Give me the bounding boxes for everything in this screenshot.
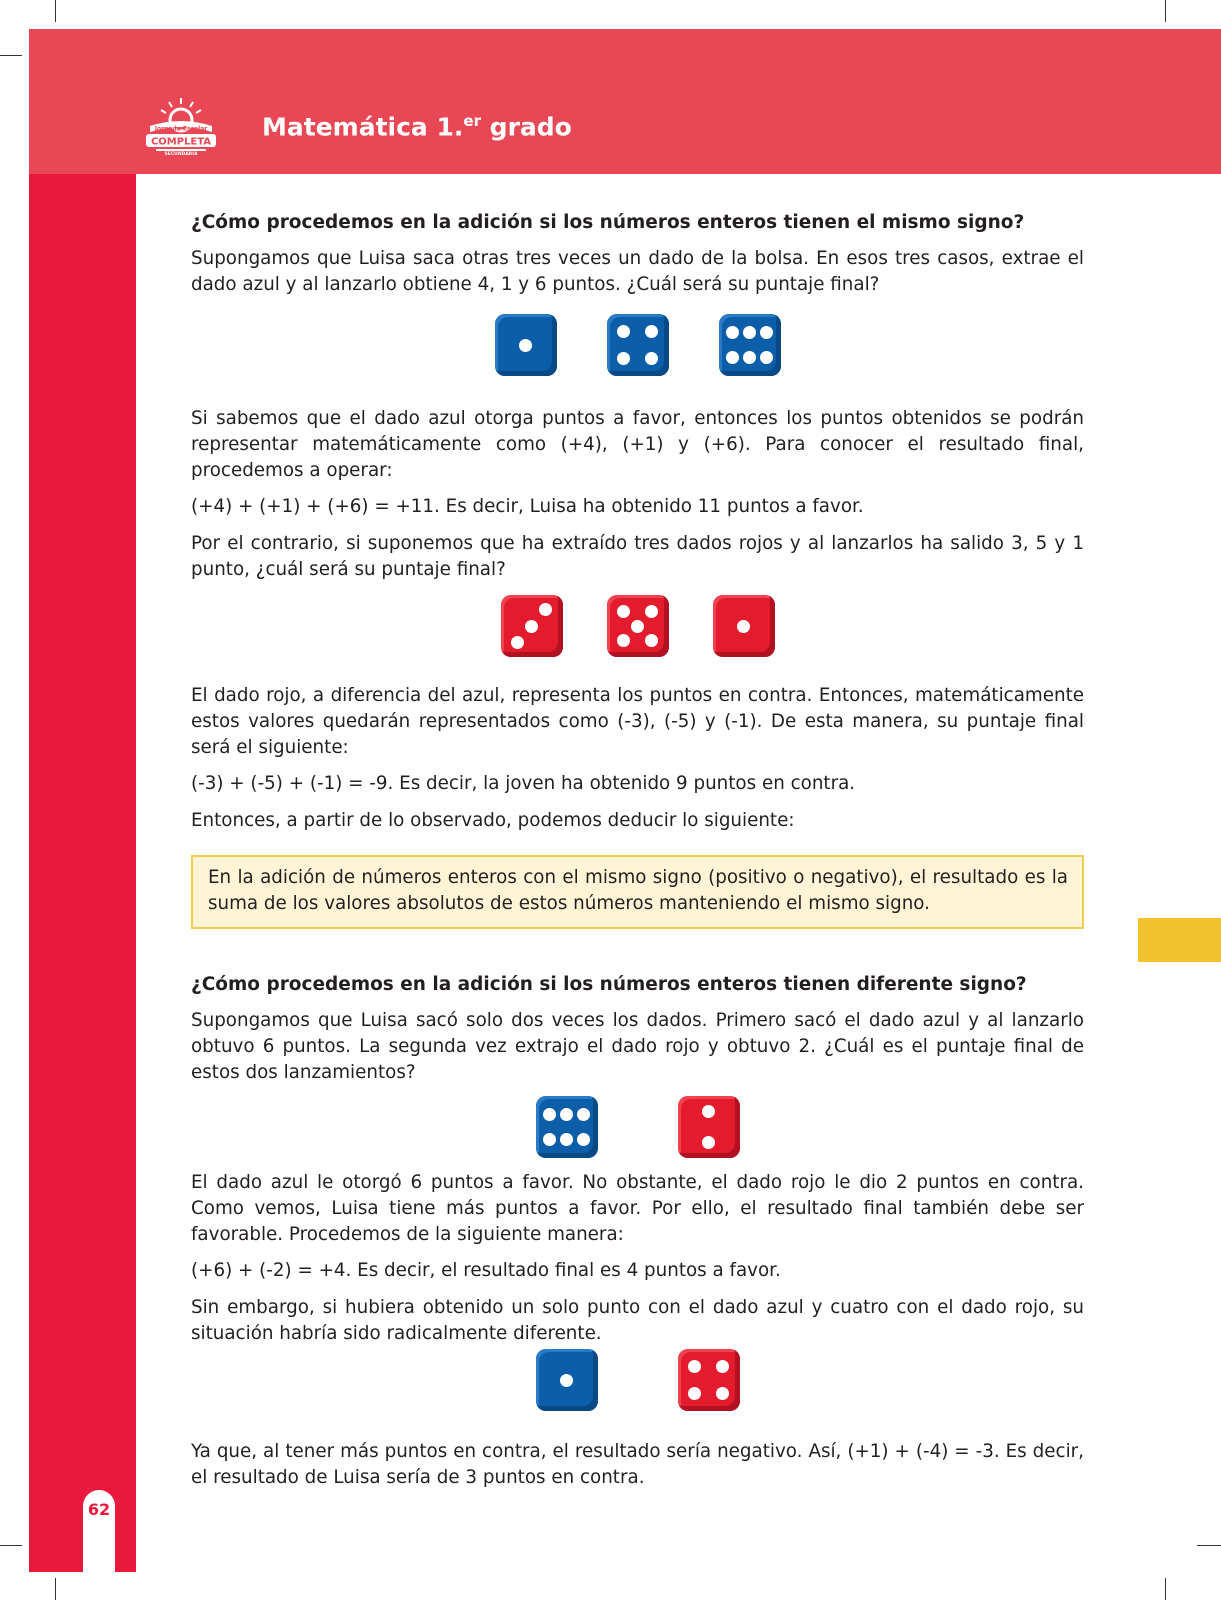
section2-heading: ¿Cómo procedemos en la adición si los números enteros tienen diferente signo? xyxy=(191,974,1027,995)
paragraph: Entonces, a partir de lo observado, podemos deducir lo siguiente: xyxy=(191,810,795,831)
crop-mark xyxy=(1165,0,1166,22)
die-pip xyxy=(560,1374,573,1387)
die-pip xyxy=(631,620,644,633)
paragraph: Ya que, al tener más puntos en contra, el resultado sería negativo. Así, (+1) + (-4) = -3. Es decir, el resultado de Luisa sería de 3 puntos en contra. xyxy=(191,1441,1084,1488)
die-pip xyxy=(726,351,739,364)
rule-note-text: En la adición de números enteros con el mismo signo (positivo o negativo), el resultado es la suma de los valores absolutos de estos números manteniendo el mismo signo. xyxy=(208,867,1068,914)
title-superscript: er xyxy=(463,112,481,130)
crop-mark xyxy=(55,1578,56,1600)
die-pip xyxy=(645,325,658,338)
die-pip xyxy=(560,1133,573,1146)
crop-mark xyxy=(1165,1578,1166,1600)
red-die-4 xyxy=(678,1349,740,1411)
die-pip xyxy=(617,325,630,338)
dice-row-2 xyxy=(191,595,1084,657)
section1-heading: ¿Cómo procedemos en la adición si los números enteros tienen el mismo signo? xyxy=(191,212,1025,233)
crop-mark xyxy=(55,0,56,22)
page-title xyxy=(262,112,572,141)
red-die-5 xyxy=(607,595,669,657)
die-pip xyxy=(577,1108,590,1121)
logo-text-main: COMPLETA xyxy=(150,136,212,148)
die-pip xyxy=(702,1105,715,1118)
die-pip xyxy=(519,339,532,352)
rule-note-box xyxy=(191,855,1084,929)
paragraph: El dado rojo, a diferencia del azul, representa los puntos en contra. Entonces, matemáticamente estos valores quedarán representados como (-3), (-5) y (-1). De esta manera, su puntaje final será el siguiente: xyxy=(191,685,1084,758)
main-content xyxy=(191,210,1084,1491)
die-pip xyxy=(543,1108,556,1121)
crop-mark xyxy=(1197,1545,1221,1546)
dice-row-3 xyxy=(191,1096,1084,1158)
die-pip xyxy=(645,605,658,618)
die-pip xyxy=(760,351,773,364)
die-pip xyxy=(716,1360,729,1373)
red-die-1 xyxy=(713,595,775,657)
title-tail: grado xyxy=(480,112,572,142)
dice-row-1 xyxy=(191,314,1084,376)
title-main: Matemática 1. xyxy=(262,112,464,142)
paragraph: (-3) + (-5) + (-1) = -9. Es decir, la joven ha obtenido 9 puntos en contra. xyxy=(191,773,856,794)
blue-die-1 xyxy=(495,314,557,376)
die-pip xyxy=(525,620,538,633)
die-pip xyxy=(511,636,524,649)
page-number: 62 xyxy=(87,1500,111,1519)
die-pip xyxy=(716,1387,729,1400)
logo-text-bottom: SECUNDARIA xyxy=(164,152,198,156)
logo-text-top: Jornada Escolar xyxy=(154,125,208,133)
die-pip xyxy=(617,352,630,365)
paragraph: (+6) + (-2) = +4. Es decir, el resultado final es 4 puntos a favor. xyxy=(191,1260,781,1281)
blue-die-6 xyxy=(536,1096,598,1158)
die-pip xyxy=(760,326,773,339)
paragraph: Supongamos que Luisa saca otras tres veces un dado de la bolsa. En esos tres casos, extrae el dado azul y al lanzarlo obtiene 4, 1 y 6 puntos. ¿Cuál será su puntaje final? xyxy=(191,248,1084,295)
left-sidebar-band xyxy=(29,174,136,1572)
die-pip xyxy=(688,1360,701,1373)
blue-die-1 xyxy=(536,1349,598,1411)
paragraph: Por el contrario, si suponemos que ha extraído tres dados rojos y al lanzarlos ha salido 3, 5 y 1 punto, ¿cuál será su puntaje final? xyxy=(191,533,1084,580)
die-pip xyxy=(560,1108,573,1121)
die-pip xyxy=(688,1387,701,1400)
jornada-escolar-logo xyxy=(142,96,220,156)
paragraph: Supongamos que Luisa sacó solo dos veces los dados. Primero sacó el dado azul y al lanzarlo obtuvo 6 puntos. La segunda vez extrajo el dado rojo y obtuvo 2. ¿Cuál es el puntaje final de estos dos lanzamientos? xyxy=(191,1010,1084,1083)
red-die-2 xyxy=(678,1096,740,1158)
dice-row-4 xyxy=(191,1349,1084,1411)
die-pip xyxy=(743,351,756,364)
die-pip xyxy=(743,326,756,339)
paragraph: El dado azul le otorgó 6 puntos a favor. No obstante, el dado rojo le dio 2 puntos en contra. Como vemos, Luisa tiene más puntos a favor. Por ello, el resultado final también debe ser favorable. Procedemos de la siguiente manera: xyxy=(191,1172,1084,1245)
die-pip xyxy=(617,634,630,647)
section-tab xyxy=(1138,918,1221,962)
blue-die-4 xyxy=(607,314,669,376)
die-pip xyxy=(645,352,658,365)
die-pip xyxy=(645,634,658,647)
paragraph: Sin embargo, si hubiera obtenido un solo punto con el dado azul y cuatro con el dado rojo, su situación habría sido radicalmente diferente. xyxy=(191,1297,1084,1344)
die-pip xyxy=(543,1133,556,1146)
die-pip xyxy=(702,1136,715,1149)
die-pip xyxy=(577,1133,590,1146)
die-pip xyxy=(539,603,552,616)
paragraph: Si sabemos que el dado azul otorga puntos a favor, entonces los puntos obtenidos se podrán representar matemáticamente como (+4), (+1) y (+6). Para conocer el resultado final, procedemos a operar: xyxy=(191,408,1084,481)
die-pip xyxy=(726,326,739,339)
red-die-3 xyxy=(501,595,563,657)
die-pip xyxy=(737,620,750,633)
paragraph: (+4) + (+1) + (+6) = +11. Es decir, Luisa ha obtenido 11 puntos a favor. xyxy=(191,496,864,517)
blue-die-6 xyxy=(719,314,781,376)
crop-mark xyxy=(0,1545,22,1546)
die-pip xyxy=(617,605,630,618)
crop-mark xyxy=(0,55,22,56)
